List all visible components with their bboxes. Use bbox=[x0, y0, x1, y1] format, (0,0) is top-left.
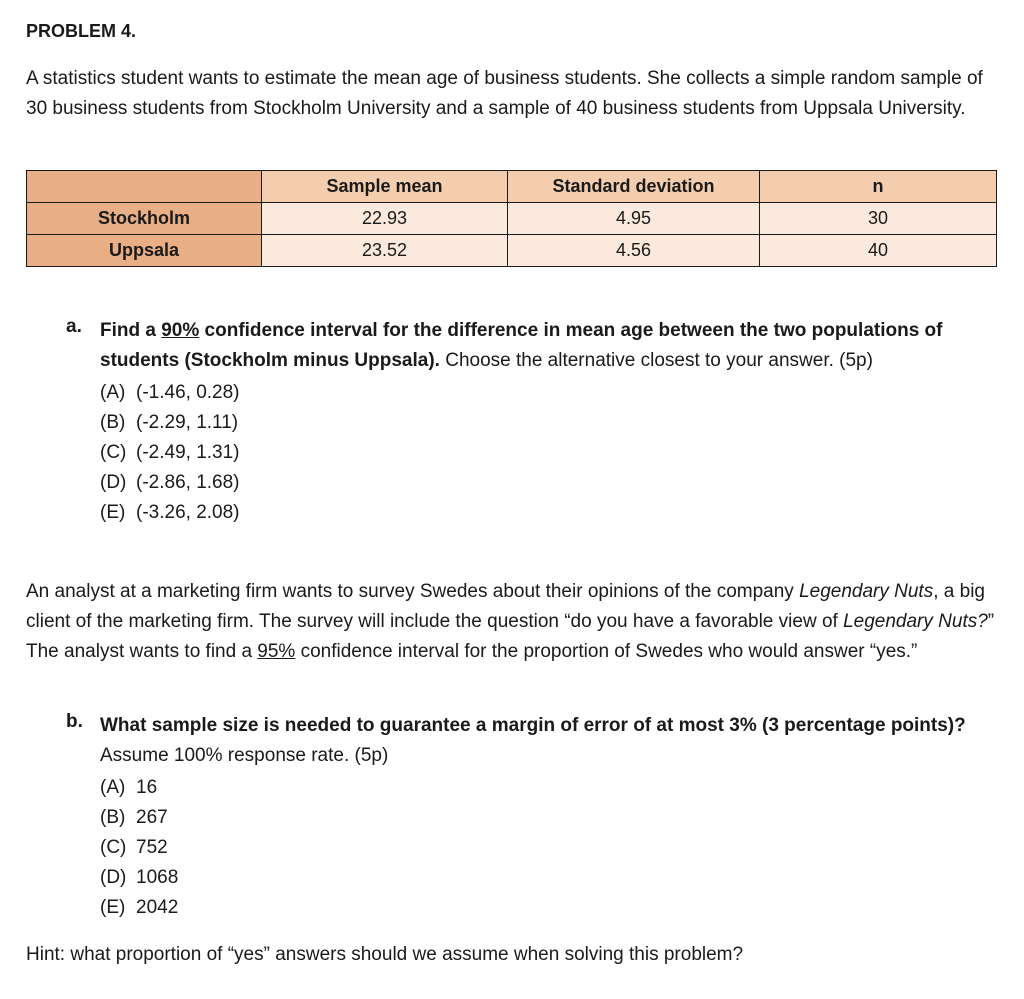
option-letter: (A) bbox=[100, 382, 126, 403]
option-text: 752 bbox=[136, 837, 168, 858]
cell-mean: 22.93 bbox=[262, 203, 508, 235]
question-b-instructions: Assume 100% response rate. (5p) bbox=[100, 745, 389, 766]
option-text: (-2.49, 1.31) bbox=[136, 442, 240, 463]
survey-text-2: , a big client of the marketing firm. The survey will include the question “do you have a favorable view of bbox=[26, 581, 985, 632]
survey-text-3: ” The analyst wants to find a bbox=[26, 611, 995, 662]
question-a-confidence-level: 90% bbox=[161, 320, 200, 341]
table-row bbox=[27, 203, 997, 235]
company-name-1: Legendary Nuts bbox=[799, 581, 934, 602]
cell-sd: 4.95 bbox=[508, 203, 760, 235]
option-text: 267 bbox=[136, 807, 168, 828]
question-a-options bbox=[100, 378, 240, 528]
row-label-stockholm: Stockholm bbox=[27, 203, 262, 235]
table-row bbox=[27, 235, 997, 267]
option-letter: (C) bbox=[100, 837, 127, 858]
question-a-instructions: Choose the alternative closest to your answer. (5p) bbox=[439, 350, 873, 371]
cell-n: 40 bbox=[760, 235, 997, 267]
question-a-bold-post: confidence interval for the difference in mean age between the two populations of students (Stockholm minus Uppsala). bbox=[100, 320, 943, 371]
question-a-letter: a. bbox=[66, 316, 82, 337]
option-text: (-2.86, 1.68) bbox=[136, 472, 240, 493]
option-letter: (B) bbox=[100, 412, 126, 433]
list-item bbox=[100, 408, 240, 438]
option-text: 16 bbox=[136, 777, 158, 798]
company-name-2: Legendary Nuts? bbox=[843, 611, 988, 632]
option-letter: (E) bbox=[100, 897, 126, 918]
row-label-uppsala: Uppsala bbox=[27, 235, 262, 267]
statistics-table bbox=[26, 170, 997, 267]
cell-sd: 4.56 bbox=[508, 235, 760, 267]
option-letter: (A) bbox=[100, 777, 126, 798]
list-item bbox=[100, 863, 178, 893]
option-text: (-1.46, 0.28) bbox=[136, 382, 240, 403]
problem-title: PROBLEM 4. bbox=[26, 21, 137, 41]
table-corner-cell bbox=[27, 171, 262, 203]
list-item bbox=[100, 438, 240, 468]
option-letter: (D) bbox=[100, 472, 127, 493]
problem-intro: A statistics student wants to estimate the mean age of business students. She collects a simple random sample of 30 business students from Stockholm University and a sample of 40 business students from Uppsala University. bbox=[26, 68, 983, 119]
survey-confidence-level: 95% bbox=[257, 641, 296, 662]
question-a-text bbox=[100, 316, 1000, 376]
header-n: n bbox=[760, 171, 997, 203]
question-a-bold-pre: Find a bbox=[100, 320, 162, 341]
cell-n: 30 bbox=[760, 203, 997, 235]
list-item bbox=[100, 378, 240, 408]
option-letter: (D) bbox=[100, 867, 127, 888]
list-item bbox=[100, 893, 178, 923]
survey-text-4: confidence interval for the proportion of Swedes who would answer “yes.” bbox=[295, 641, 918, 662]
list-item bbox=[100, 773, 178, 803]
header-sample-mean: Sample mean bbox=[262, 171, 508, 203]
survey-text-1: An analyst at a marketing firm wants to survey Swedes about their opinions of the company bbox=[26, 581, 800, 602]
hint-text: Hint: what proportion of “yes” answers should we assume when solving this problem? bbox=[26, 944, 744, 965]
option-letter: (C) bbox=[100, 442, 127, 463]
option-letter: (E) bbox=[100, 502, 126, 523]
option-text: (-2.29, 1.11) bbox=[136, 412, 239, 433]
option-text: 2042 bbox=[136, 897, 179, 918]
list-item bbox=[100, 833, 178, 863]
question-b-options bbox=[100, 773, 178, 923]
question-b-text bbox=[100, 711, 1000, 771]
list-item bbox=[100, 498, 240, 528]
list-item bbox=[100, 803, 178, 833]
option-letter: (B) bbox=[100, 807, 126, 828]
question-b-letter: b. bbox=[66, 711, 83, 732]
option-text: (-3.26, 2.08) bbox=[136, 502, 240, 523]
survey-paragraph bbox=[26, 577, 1001, 667]
cell-mean: 23.52 bbox=[262, 235, 508, 267]
list-item bbox=[100, 468, 240, 498]
option-text: 1068 bbox=[136, 867, 179, 888]
header-standard-deviation: Standard deviation bbox=[508, 171, 760, 203]
question-b-bold: What sample size is needed to guarantee a margin of error of at most 3% (3 percentage points)? bbox=[100, 715, 966, 736]
table-header-row bbox=[27, 171, 997, 203]
